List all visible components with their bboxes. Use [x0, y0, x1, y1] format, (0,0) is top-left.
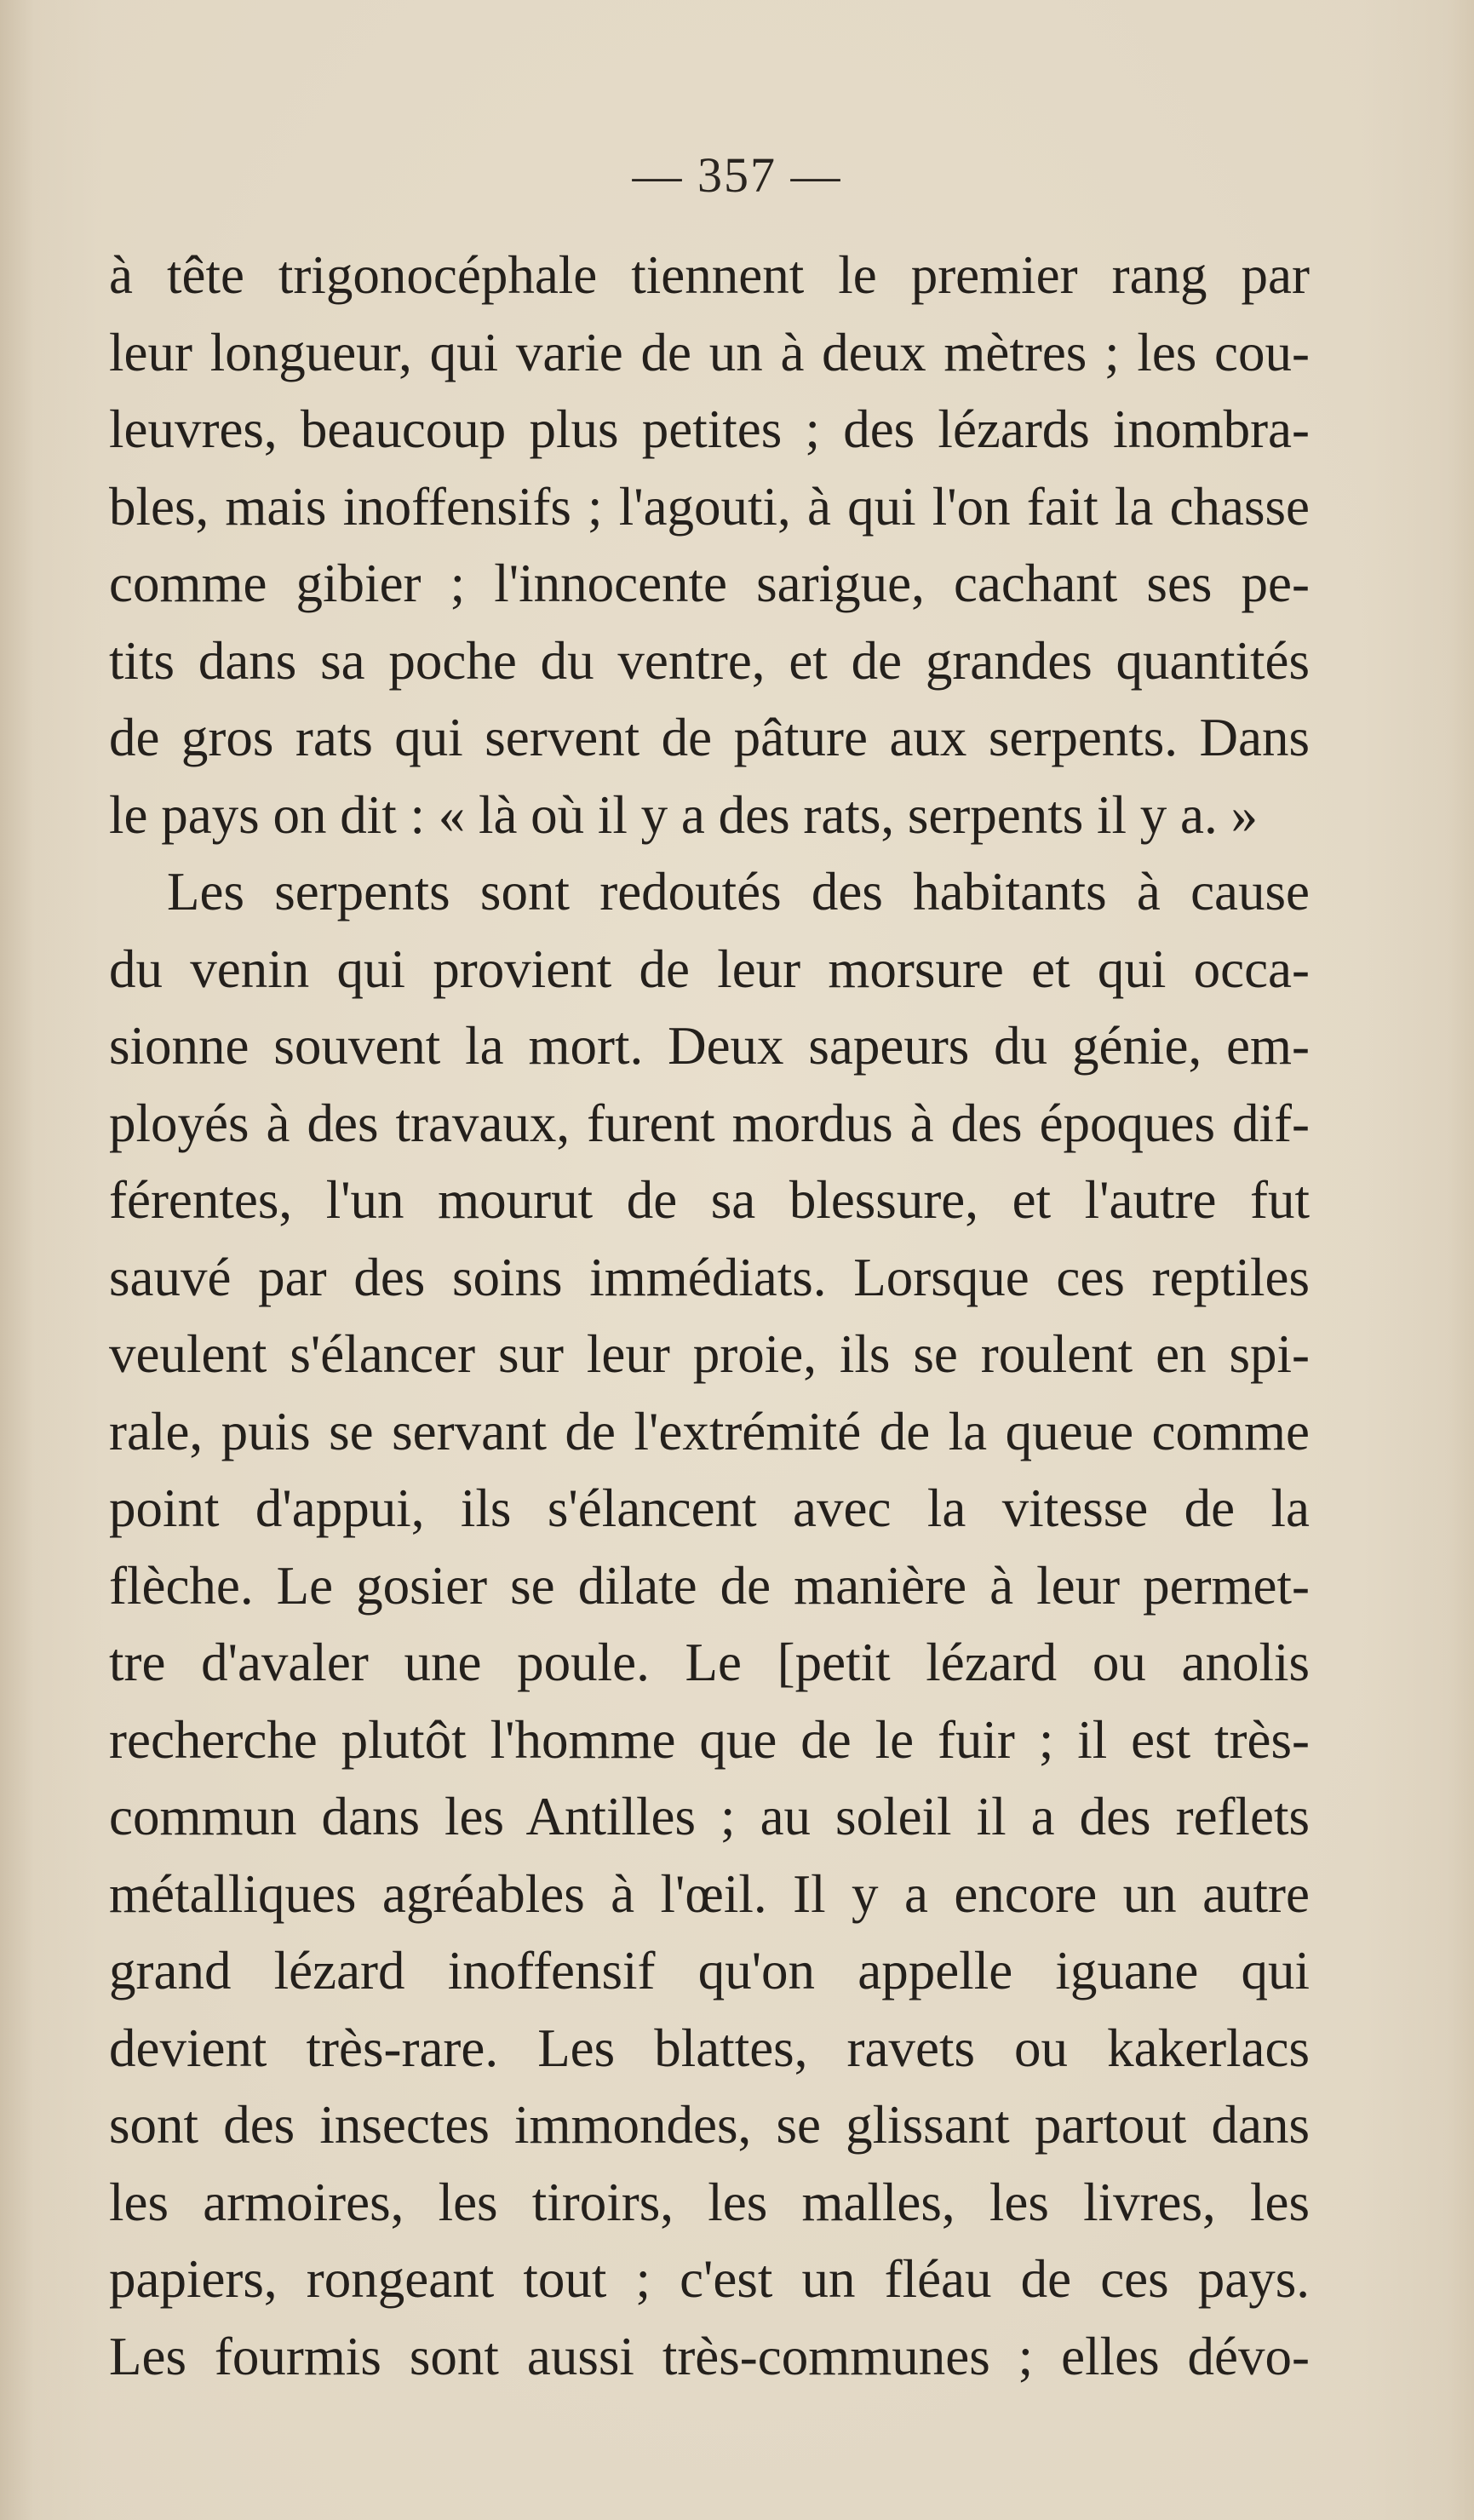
text-line: métalliques agréables à l'œil. Il y a encore un autre — [109, 1863, 1310, 1924]
text-line: les armoires, les tiroirs, les malles, les livres, les — [109, 2172, 1310, 2232]
text-line: rale, puis se servant de l'extrémité de la queue comme — [109, 1401, 1310, 1461]
text-line: le pays on dit : « là où il y a des rats, serpents il y a. » — [109, 784, 1258, 845]
text-line: tits dans sa poche du ventre, et de grandes quantités — [109, 630, 1310, 691]
text-line: bles, mais inoffensifs ; l'agouti, à qui l'on fait la chasse — [109, 476, 1310, 537]
text-line: point d'appui, ils s'élancent avec la vitesse de la — [109, 1478, 1310, 1538]
text-line: sont des insectes immondes, se glissant partout dans — [109, 2095, 1310, 2155]
text-line: devient très-rare. Les blattes, ravets ou kakerlacs — [109, 2018, 1310, 2078]
text-line: du venin qui provient de leur morsure et qui occa- — [109, 939, 1310, 999]
text-line: recherche plutôt l'homme que de le fuir ; il est très- — [109, 1709, 1310, 1770]
text-line: flèche. Le gosier se dilate de manière à leur permet- — [109, 1555, 1310, 1616]
text-line: grand lézard inoffensif qu'on appelle iguane qui — [109, 1941, 1310, 2001]
text-line: sionne souvent la mort. Deux sapeurs du génie, em- — [109, 1016, 1310, 1076]
page-number: — 357 — — [632, 147, 842, 203]
text-line: leur longueur, qui varie de un à deux mètres ; les cou- — [109, 322, 1310, 382]
text-line: veulent s'élancer sur leur proie, ils se roulent en spi- — [109, 1324, 1310, 1384]
text-line: papiers, rongeant tout ; c'est un fléau de ces pays. — [109, 2249, 1310, 2309]
body-text — [109, 237, 1310, 2395]
text-line: comme gibier ; l'innocente sarigue, cachant ses pe- — [109, 554, 1310, 613]
text-line: leuvres, beaucoup plus petites ; des lézards inombra- — [109, 399, 1310, 459]
text-line: à tête trigonocéphale tiennent le premier rang par — [109, 245, 1310, 305]
text-line: férentes, l'un mourut de sa blessure, et l'autre fut — [109, 1170, 1310, 1230]
text-line: sauvé par des soins immédiats. Lorsque ces reptiles — [109, 1247, 1310, 1307]
text-line: ployés à des travaux, furent mordus à des époques dif- — [109, 1093, 1310, 1153]
text-line: Les serpents sont redoutés des habitants à cause — [167, 862, 1310, 921]
text-line: commun dans les Antilles ; au soleil il a des reflets — [109, 1787, 1310, 1846]
text-line: Les fourmis sont aussi très-communes ; elles dévo- — [109, 2326, 1310, 2386]
text-line: de gros rats qui servent de pâture aux serpents. Dans — [109, 708, 1310, 767]
text-line: tre d'avaler une poule. Le [petit lézard ou anolis — [109, 1633, 1310, 1692]
